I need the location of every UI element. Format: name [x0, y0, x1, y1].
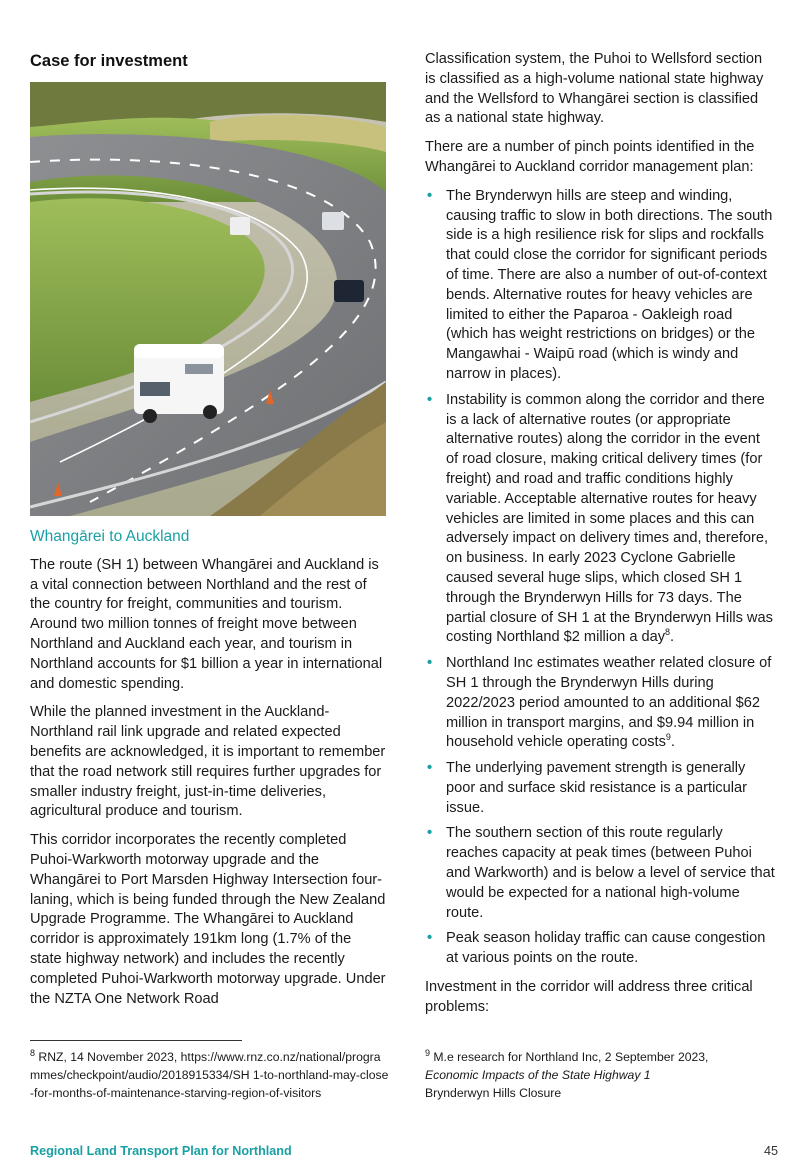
highway-photo [30, 82, 386, 516]
list-item-text-end: . [670, 734, 675, 751]
footnote-text: M.e research for Northland Inc, 2 September 2023, [430, 1050, 709, 1064]
pinch-points-list [425, 187, 775, 969]
footnote-8 [30, 1048, 390, 1102]
list-item-text: Northland Inc estimates weather related closure of SH 1 through the Brynderwyn Hills during 2022/2023 period amounted to an additional $62 million in transport margins, and $9.94 million in household vehicle operating costs [446, 655, 772, 751]
paragraph: There are a number of pinch points identified in the Whangārei to Auckland corridor management plan: [425, 139, 755, 175]
footnote-ref: 8 [665, 627, 671, 638]
footnote-number: 9 [425, 1047, 431, 1058]
page-number: 45 [763, 1144, 778, 1158]
list-item-text: The southern section of this route regularly reaches capacity at peak times (between Puhoi and Warkworth) and is below a level of service that would be expected for a national high-volume route. [446, 825, 775, 921]
paragraph: While the planned investment in the Auckland-Northland rail link upgrade and related expected benefits are acknowledged, it is important to remember that the road network still requires further upgrades for smaller industry freight, just-in-time deliveries, agricultural produce and tourism. [30, 704, 386, 820]
left-column [30, 50, 386, 1018]
bullet-icon: • [427, 930, 433, 947]
right-column [425, 50, 775, 1027]
bullet-icon: • [427, 655, 433, 672]
footnote-divider [30, 1040, 242, 1041]
list-item [425, 929, 775, 969]
list-item-text: Instability is common along the corridor and there is a lack of alternative routes (or appropriate alternative routes) along the corridor in the event of road closure, making critical delivery times (for freight) and road and traffic conditions highly variable. Acceptable alternative routes for heavy vehicles are limited in some places and this can adversely impact on delivery times and, therefore, on business. In early 2023 Cyclone Gabrielle caused several huge slips, which closed SH 1 through the Brynderwyn Hills for 73 days. The partial closure of SH 1 at the Brynderwyn Hills was costing Northland $2 million a day [446, 391, 773, 646]
footnote-number: 8 [30, 1047, 36, 1058]
list-item [425, 654, 775, 753]
list-item-text: Peak season holiday traffic can cause congestion at various points on the route. [446, 930, 766, 967]
list-item [425, 824, 775, 923]
bullet-icon: • [427, 187, 433, 204]
paragraph: Classification system, the Puhoi to Wellsford section is classified as a high-volume national state highway and the Wellsford to Whangārei section is classified as a national state highway. [425, 51, 764, 127]
footnote-text: RNZ, 14 November 2023, https://www.rnz.co.nz/national/programmes/checkpoint/audio/2018915334/SH 1-to-northland-may-close-for-months-of-maintenance-starving-region-of-visitors [30, 1050, 389, 1100]
list-item-text: The Brynderwyn hills are steep and winding, causing traffic to slow in both directions. The south side is a high resilience risk for slips and rockfalls that could close the corridor for significant periods of time. There are also a number of out-of-context bends. Alternative routes for heavy vehicles are limited to either the Paparoa - Oakleigh road (which has weight restrictions on bridges) or the Mangawhai - Waipū road (which is windy and narrow in places). [446, 187, 773, 382]
list-item [425, 391, 775, 648]
bullet-icon: • [427, 391, 433, 408]
list-item-text: The underlying pavement strength is generally poor and surface skid resistance is a particular issue. [446, 760, 747, 816]
list-item [425, 187, 775, 385]
footnote-9 [425, 1048, 785, 1102]
paragraph: This corridor incorporates the recently completed Puhoi-Warkworth motorway upgrade and the Whangārei to Port Marsden Highway Intersection four-laning, which is being funded through the New Zealand Upgrade Programme. The Whangārei to Auckland corridor is approximately 191km long (1.7% of the state highway network) and includes the recently completed Puhoi-Warkworth motorway upgrade. Under the NZTA One Network Road [30, 832, 386, 1007]
bullet-icon: • [427, 825, 433, 842]
footnote-text: Brynderwyn Hills Closure [425, 1086, 562, 1100]
footer-title: Regional Land Transport Plan for Northland [30, 1144, 292, 1158]
footnote-ref: 9 [665, 732, 671, 743]
section-heading: Case for investment [30, 52, 188, 70]
bullet-icon: • [427, 760, 433, 777]
list-item [425, 759, 775, 818]
paragraph: The route (SH 1) between Whangārei and Auckland is a vital connection between Northland and the rest of the country for freight, communities and tourism. Around two million tonnes of freight move between Northland and Auckland each year, and tourism in Northland accounts for $1 billion a year in international and domestic spending. [30, 556, 383, 692]
footnote-title: Economic Impacts of the State Highway 1 [425, 1068, 651, 1082]
paragraph: Investment in the corridor will address three critical problems: [425, 979, 753, 1015]
list-item-text-end: . [670, 629, 675, 646]
subheading: Whangārei to Auckland [30, 527, 190, 545]
